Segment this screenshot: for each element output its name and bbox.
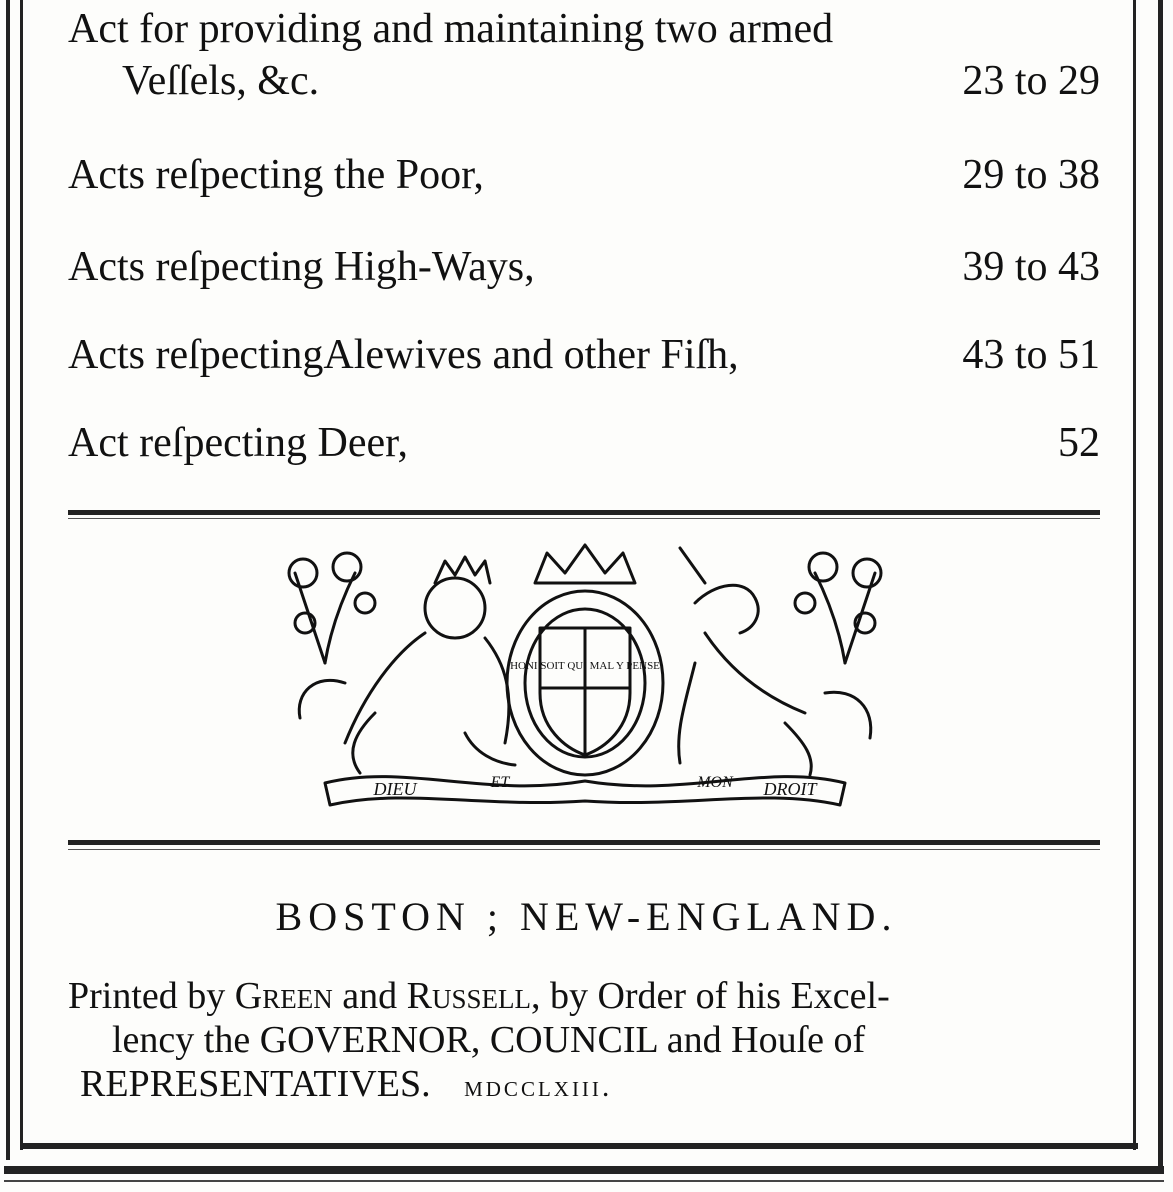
toc-entry-pages: 39 to 43 [962, 244, 1100, 290]
frame-border-bottom-inner [20, 1143, 1138, 1149]
scroll-motto-middle: ET [490, 774, 510, 791]
section-rule-upper [68, 510, 1100, 515]
frame-border-right-outer [1158, 0, 1163, 1170]
frame-border-bottom-outer [4, 1166, 1164, 1174]
imprint-line-2: lency the GOVERNOR, COUNCIL and Houſe of [112, 1019, 866, 1061]
imprint-text: REPRESENTATIVES. [80, 1063, 431, 1105]
imprint-text: and [332, 975, 407, 1017]
printer-name-green: Green [234, 975, 333, 1017]
toc-entry-pages: 29 to 38 [962, 152, 1100, 198]
section-rule-lower-thin [68, 849, 1100, 850]
toc-entry-title: Acts reſpecting High-Ways, [68, 244, 535, 290]
imprint-text: , by Order of his Excel- [530, 975, 890, 1017]
toc-entry-title-continued: Veſſels, &c. [122, 58, 320, 104]
frame-border-right-inner [1133, 0, 1136, 1150]
toc-entry-title: Act for providing and maintaining two armed [68, 6, 834, 52]
royal-coat-of-arms-image [285, 543, 885, 808]
section-rule-lower [68, 840, 1100, 845]
imprint-line-1 [68, 974, 890, 1018]
toc-entry-pages: 23 to 29 [962, 58, 1100, 104]
imprint-year: mdcclxiii. [464, 1070, 613, 1103]
frame-border-left-inner [20, 0, 23, 1150]
scroll-motto-right-1: MON [697, 774, 733, 791]
imprint-line-3 [80, 1062, 612, 1109]
section-rule-upper-thin [68, 518, 1100, 519]
toc-entry-pages: 52 [1058, 420, 1100, 466]
scroll-motto-left: DIEU [373, 779, 417, 799]
toc-entry-title: Acts reſpecting the Poor, [68, 152, 484, 198]
scroll-motto-right-2: DROIT [763, 779, 817, 799]
frame-border-left-outer [6, 0, 10, 1160]
frame-border-bottom-line [4, 1180, 1164, 1182]
toc-entry-title: Acts reſpectingAlewives and other Fiſh, [68, 332, 739, 378]
garter-motto-text: HONI SOIT QUI MAL Y PENSE [510, 660, 660, 672]
toc-entry-title: Act reſpecting Deer, [68, 420, 408, 466]
imprint-text: Printed by [68, 975, 235, 1017]
toc-entry-pages: 43 to 51 [962, 332, 1100, 378]
imprint-place: BOSTON ; NEW-ENGLAND. [275, 894, 898, 939]
printer-name-russell: Russell [406, 975, 531, 1017]
